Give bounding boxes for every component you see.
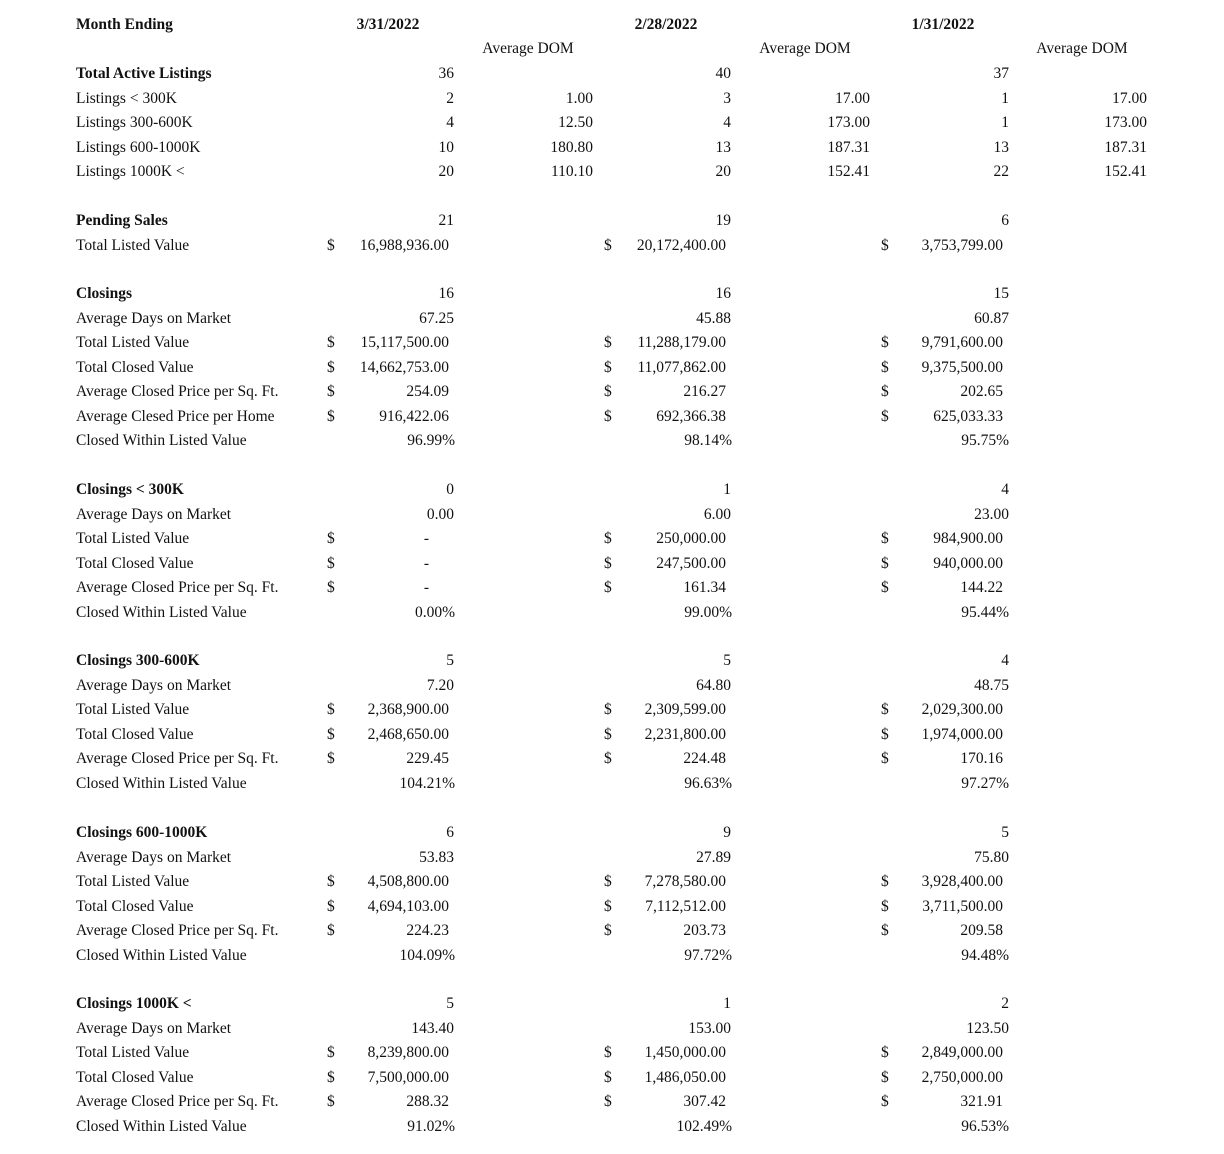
row-label: Average Days on Market — [76, 676, 232, 694]
average-dom-header: Average DOM — [1036, 40, 1128, 57]
currency-symbol: $ — [881, 873, 889, 890]
cell-value: 224.48 — [683, 750, 726, 767]
cell-value: 3,711,500.00 — [922, 897, 1003, 915]
cell-value: - — [423, 530, 429, 547]
row-label: Average Closed Price per Sq. Ft. — [76, 383, 279, 400]
cell-value: 11,077,862.00 — [637, 358, 726, 376]
cell-value: 96.63% — [684, 774, 732, 792]
cell-value: 97.72% — [684, 946, 732, 964]
row-label: Total Listed Value — [76, 873, 190, 890]
row-label: Total Listed Value — [76, 236, 190, 254]
section-total: 37 — [993, 65, 1009, 82]
cell-value: 940,000.00 — [933, 554, 1003, 572]
listing-count: 1 — [1001, 114, 1009, 131]
currency-symbol: $ — [604, 725, 612, 743]
cell-value: 2,231,800.00 — [644, 725, 726, 743]
cell-value: 7,112,512.00 — [645, 897, 726, 915]
currency-symbol: $ — [881, 725, 889, 743]
section-title: Closings 300-600K — [76, 652, 200, 669]
section-total: 36 — [438, 65, 454, 82]
currency-symbol: $ — [881, 922, 889, 939]
row-label: Listings 300-600K — [76, 114, 193, 131]
currency-symbol: $ — [604, 383, 612, 400]
section-total: 4 — [1001, 481, 1009, 498]
cell-value: 67.25 — [419, 309, 454, 327]
section-total: 9 — [723, 824, 731, 841]
cell-value: - — [423, 579, 429, 596]
section-total: 19 — [715, 212, 731, 229]
cell-value: 2,029,300.00 — [921, 701, 1003, 718]
cell-value: 20,172,400.00 — [636, 236, 726, 254]
currency-symbol: $ — [881, 236, 889, 254]
row-label: Average Closed Price per Sq. Ft. — [76, 750, 279, 767]
currency-symbol: $ — [327, 579, 335, 596]
cell-value: 27.89 — [696, 848, 731, 866]
cell-value: 91.02% — [407, 1117, 455, 1135]
section-total: 5 — [1001, 824, 1009, 841]
cell-value: 216.27 — [683, 383, 726, 400]
currency-symbol: $ — [881, 334, 889, 351]
section-title: Total Active Listings — [76, 65, 212, 82]
currency-symbol: $ — [881, 530, 889, 547]
cell-value: 123.50 — [966, 1019, 1009, 1037]
cell-value: 53.83 — [419, 848, 454, 866]
currency-symbol: $ — [327, 897, 335, 915]
row-label: Total Closed Value — [76, 358, 194, 376]
row-label: Total Closed Value — [76, 1068, 194, 1086]
cell-value: 97.27% — [961, 774, 1009, 792]
cell-value: 170.16 — [960, 750, 1003, 767]
cell-value: 11,288,179.00 — [637, 334, 726, 351]
cell-value: 202.65 — [960, 383, 1003, 400]
currency-symbol: $ — [881, 554, 889, 572]
cell-value: 2,750,000.00 — [921, 1068, 1003, 1086]
listing-count: 4 — [446, 114, 454, 131]
cell-value: 104.09% — [399, 946, 455, 964]
cell-value: 48.75 — [974, 676, 1009, 694]
section-title: Closings — [76, 285, 132, 302]
currency-symbol: $ — [327, 750, 335, 767]
row-label: Average Days on Market — [76, 309, 232, 327]
currency-symbol: $ — [604, 358, 612, 376]
currency-symbol: $ — [327, 358, 335, 376]
currency-symbol: $ — [604, 873, 612, 890]
row-label: Closed Within Listed Value — [76, 774, 247, 792]
row-label: Total Closed Value — [76, 554, 194, 572]
section-total: 5 — [446, 652, 454, 669]
cell-value: 95.75% — [961, 432, 1009, 449]
cell-value: 692,366.38 — [656, 407, 726, 425]
row-label: Total Listed Value — [76, 334, 190, 351]
currency-symbol: $ — [327, 383, 335, 400]
section-title: Closings 600-1000K — [76, 824, 208, 841]
cell-value: 6.00 — [703, 505, 731, 523]
cell-value: 143.40 — [411, 1019, 454, 1037]
currency-symbol: $ — [604, 897, 612, 915]
month-ending-label: Month Ending — [76, 16, 173, 33]
cell-value: 45.88 — [696, 309, 731, 327]
row-label: Closed Within Listed Value — [76, 432, 247, 449]
section-total: 4 — [1001, 652, 1009, 669]
section-total: 15 — [993, 285, 1009, 302]
average-dom-value: 187.31 — [827, 138, 870, 156]
cell-value: 9,791,600.00 — [921, 334, 1003, 351]
currency-symbol: $ — [604, 750, 612, 767]
cell-value: 0.00 — [426, 505, 454, 523]
cell-value: 75.80 — [974, 848, 1009, 866]
section-title: Pending Sales — [76, 212, 168, 229]
section-total: 21 — [438, 212, 454, 229]
average-dom-value: 12.50 — [558, 114, 593, 131]
row-label: Total Closed Value — [76, 897, 194, 915]
cell-value: 3,928,400.00 — [921, 873, 1003, 890]
row-label: Average Days on Market — [76, 505, 232, 523]
row-label: Total Listed Value — [76, 530, 190, 547]
average-dom-value: 180.80 — [550, 138, 593, 156]
cell-value: 95.44% — [961, 603, 1009, 621]
cell-value: 60.87 — [974, 309, 1009, 327]
row-label: Average Closed Price per Sq. Ft. — [76, 579, 279, 596]
cell-value: 4,508,800.00 — [367, 873, 449, 890]
cell-value: 23.00 — [974, 505, 1009, 523]
section-total: 2 — [1001, 995, 1009, 1012]
cell-value: 7,278,580.00 — [644, 873, 726, 890]
section-total: 6 — [446, 824, 454, 841]
listing-count: 22 — [993, 163, 1009, 180]
currency-symbol: $ — [327, 236, 335, 254]
average-dom-value: 187.31 — [1104, 138, 1147, 156]
listing-count: 3 — [723, 89, 731, 107]
average-dom-value: 173.00 — [827, 114, 870, 131]
cell-value: 7,500,000.00 — [367, 1068, 449, 1086]
section-total: 1 — [723, 995, 731, 1012]
cell-value: 7.20 — [426, 676, 454, 694]
listing-count: 1 — [1001, 89, 1009, 107]
section-total: 5 — [446, 995, 454, 1012]
cell-value: 254.09 — [406, 383, 449, 400]
cell-value: 16,988,936.00 — [359, 236, 449, 254]
section-title: Closings < 300K — [76, 481, 184, 498]
row-label: Average Clesed Price per Home — [76, 407, 275, 425]
section-total: 16 — [715, 285, 731, 302]
cell-value: 102.49% — [676, 1117, 732, 1135]
listing-count: 2 — [446, 89, 454, 107]
listing-count: 20 — [715, 163, 731, 180]
currency-symbol: $ — [604, 1093, 612, 1110]
section-total: 0 — [446, 481, 454, 498]
listing-count: 13 — [993, 138, 1009, 156]
cell-value: 64.80 — [696, 676, 731, 694]
cell-value: 0.00% — [414, 603, 455, 621]
average-dom-header: Average DOM — [482, 40, 574, 57]
row-label: Total Listed Value — [76, 1044, 190, 1061]
section-total: 5 — [723, 652, 731, 669]
currency-symbol: $ — [881, 383, 889, 400]
average-dom-value: 152.41 — [1104, 163, 1147, 180]
cell-value: 247,500.00 — [656, 554, 726, 572]
currency-symbol: $ — [327, 554, 335, 572]
cell-value: 2,309,599.00 — [644, 701, 726, 718]
cell-value: 321.91 — [960, 1093, 1003, 1110]
currency-symbol: $ — [327, 873, 335, 890]
currency-symbol: $ — [327, 1044, 335, 1061]
currency-symbol: $ — [327, 334, 335, 351]
currency-symbol: $ — [604, 407, 612, 425]
currency-symbol: $ — [327, 530, 335, 547]
cell-value: 2,849,000.00 — [921, 1044, 1003, 1061]
cell-value: 104.21% — [399, 774, 455, 792]
row-label: Listings 600-1000K — [76, 138, 201, 156]
cell-value: - — [423, 554, 429, 572]
cell-value: 916,422.06 — [379, 407, 449, 425]
cell-value: 307.42 — [683, 1093, 726, 1110]
cell-value: 14,662,753.00 — [359, 358, 449, 376]
currency-symbol: $ — [881, 358, 889, 376]
currency-symbol: $ — [604, 579, 612, 596]
currency-symbol: $ — [604, 334, 612, 351]
cell-value: 229.45 — [406, 750, 449, 767]
cell-value: 4,694,103.00 — [367, 897, 449, 915]
cell-value: 3,753,799.00 — [921, 236, 1003, 254]
cell-value: 161.34 — [683, 579, 726, 596]
cell-value: 1,450,000.00 — [644, 1044, 726, 1061]
currency-symbol: $ — [604, 701, 612, 718]
currency-symbol: $ — [327, 701, 335, 718]
cell-value: 1,974,000.00 — [921, 725, 1003, 743]
average-dom-value: 17.00 — [835, 89, 870, 107]
cell-value: 153.00 — [688, 1019, 731, 1037]
cell-value: 224.23 — [406, 922, 449, 939]
cell-value: 9,375,500.00 — [921, 358, 1003, 376]
listing-count: 13 — [715, 138, 731, 156]
cell-value: 96.53% — [961, 1117, 1009, 1135]
cell-value: 1,486,050.00 — [644, 1068, 726, 1086]
cell-value: 99.00% — [684, 603, 732, 621]
cell-value: 625,033.33 — [933, 407, 1003, 425]
currency-symbol: $ — [604, 922, 612, 939]
currency-symbol: $ — [327, 1068, 335, 1086]
section-total: 6 — [1001, 212, 1009, 229]
cell-value: 250,000.00 — [656, 530, 726, 547]
cell-value: 144.22 — [960, 579, 1003, 596]
cell-value: 288.32 — [406, 1093, 449, 1110]
cell-value: 94.48% — [961, 946, 1009, 964]
cell-value: 15,117,500.00 — [360, 334, 449, 351]
currency-symbol: $ — [604, 554, 612, 572]
row-label: Closed Within Listed Value — [76, 603, 247, 621]
average-dom-value: 173.00 — [1104, 114, 1147, 131]
row-label: Total Closed Value — [76, 725, 194, 743]
currency-symbol: $ — [327, 1093, 335, 1110]
average-dom-value: 110.10 — [550, 163, 593, 180]
average-dom-value: 152.41 — [827, 163, 870, 180]
month-date-header: 3/31/2022 — [356, 16, 420, 33]
section-title: Closings 1000K < — [76, 995, 192, 1012]
currency-symbol: $ — [604, 530, 612, 547]
row-label: Closed Within Listed Value — [76, 1117, 247, 1135]
currency-symbol: $ — [327, 725, 335, 743]
section-total: 1 — [723, 481, 731, 498]
average-dom-header: Average DOM — [759, 40, 851, 57]
section-total: 40 — [715, 65, 731, 82]
average-dom-value: 17.00 — [1112, 89, 1147, 107]
row-label: Listings 1000K < — [76, 163, 185, 180]
cell-value: 984,900.00 — [933, 530, 1003, 547]
cell-value: 2,368,900.00 — [367, 701, 449, 718]
listing-count: 20 — [438, 163, 454, 180]
currency-symbol: $ — [881, 1044, 889, 1061]
currency-symbol: $ — [881, 701, 889, 718]
listing-count: 10 — [438, 138, 454, 156]
currency-symbol: $ — [327, 922, 335, 939]
currency-symbol: $ — [881, 750, 889, 767]
currency-symbol: $ — [881, 1093, 889, 1110]
cell-value: 98.14% — [684, 432, 732, 449]
currency-symbol: $ — [881, 407, 889, 425]
row-label: Closed Within Listed Value — [76, 946, 247, 964]
cell-value: 96.99% — [407, 432, 455, 449]
cell-value: 203.73 — [683, 922, 726, 939]
average-dom-value: 1.00 — [565, 89, 593, 107]
currency-symbol: $ — [881, 1068, 889, 1086]
row-label: Average Days on Market — [76, 1019, 232, 1037]
row-label: Listings < 300K — [76, 89, 177, 107]
currency-symbol: $ — [881, 897, 889, 915]
cell-value: 2,468,650.00 — [367, 725, 449, 743]
listing-count: 4 — [723, 114, 731, 131]
cell-value: 209.58 — [960, 922, 1003, 939]
currency-symbol: $ — [604, 1044, 612, 1061]
currency-symbol: $ — [881, 579, 889, 596]
cell-value: 8,239,800.00 — [367, 1044, 449, 1061]
section-total: 16 — [438, 285, 454, 302]
currency-symbol: $ — [327, 407, 335, 425]
row-label: Average Days on Market — [76, 848, 232, 866]
currency-symbol: $ — [604, 236, 612, 254]
month-date-header: 2/28/2022 — [634, 16, 698, 33]
currency-symbol: $ — [604, 1068, 612, 1086]
month-date-header: 1/31/2022 — [911, 16, 975, 33]
row-label: Total Listed Value — [76, 701, 190, 718]
row-label: Average Closed Price per Sq. Ft. — [76, 1093, 279, 1110]
row-label: Average Closed Price per Sq. Ft. — [76, 922, 279, 939]
